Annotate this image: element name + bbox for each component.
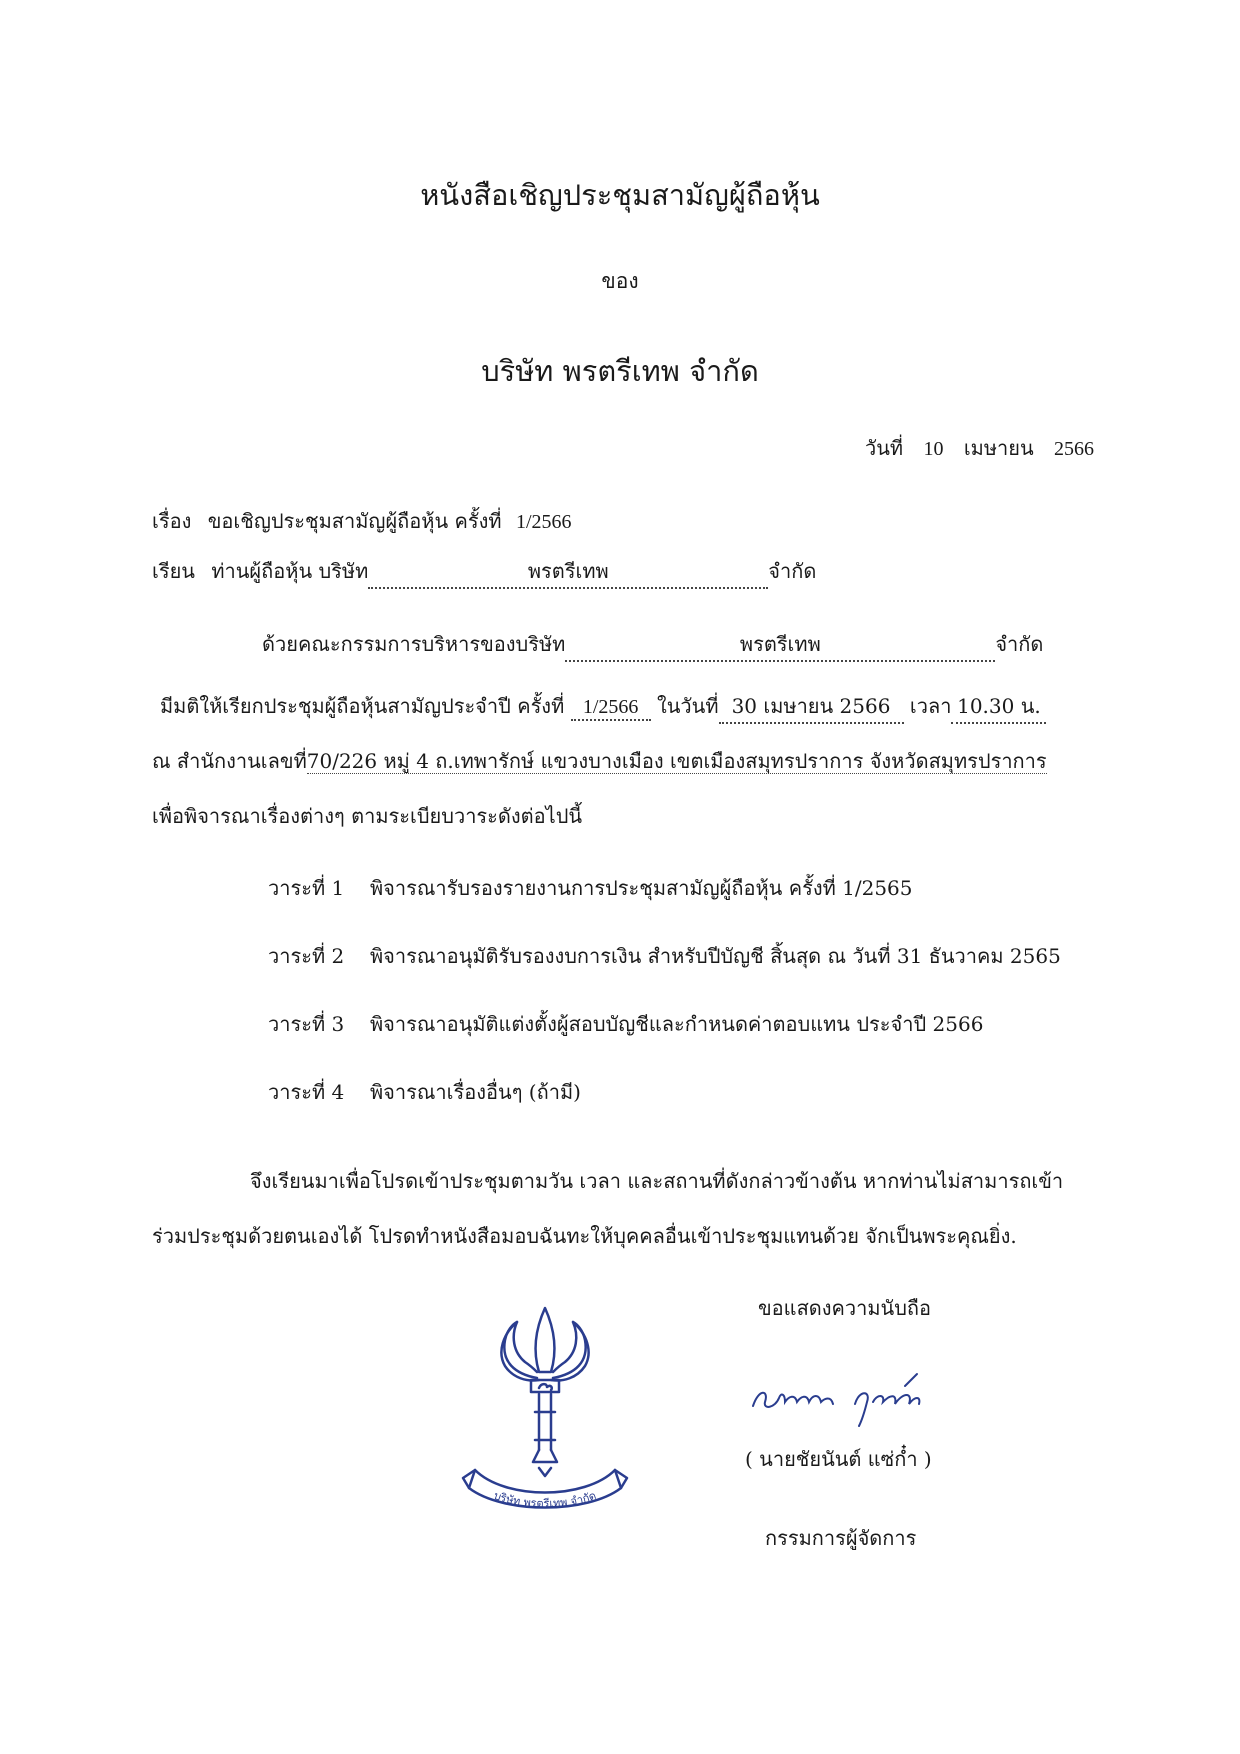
addressee-label: เรียน bbox=[152, 559, 195, 583]
agenda-item bbox=[268, 1008, 983, 1040]
date-line bbox=[865, 432, 1094, 464]
agenda-item-label: วาระที่ 3 bbox=[268, 1012, 345, 1036]
meeting-address: 70/226 หมู่ 4 ถ.เทพารักษ์ แขวงบางเมือง เขตเมืองสมุทรปราการ จังหวัดสมุทรปราการ bbox=[306, 749, 1047, 773]
signatory-name: ( นายชัยนันต์ แซ่ก๋ำ ) bbox=[745, 1447, 932, 1471]
addressee-company: พรตรีเทพ bbox=[368, 555, 768, 589]
body-line-1-suffix: จำกัด bbox=[995, 632, 1044, 656]
signatory-position: กรรมการผู้จัดการ bbox=[765, 1526, 917, 1550]
subject-line bbox=[152, 505, 572, 537]
date-month: เมษายน bbox=[963, 436, 1034, 460]
trident-logo-icon bbox=[455, 1300, 635, 1520]
regards-text: ขอแสดงความนับถือ bbox=[758, 1296, 932, 1320]
addressee-suffix: จำกัด bbox=[768, 559, 817, 583]
agenda-item-text: พิจารณารับรองรายงานการประชุมสามัญผู้ถือหุ้น ครั้งที่ 1/2565 bbox=[370, 876, 913, 900]
body-line-1-prefix: ด้วยคณะกรรมการบริหารของบริษัท bbox=[262, 632, 566, 656]
meeting-date: 30 เมษายน 2566 bbox=[719, 690, 904, 724]
meeting-time: 10.30 น. bbox=[951, 690, 1046, 724]
company-heading: บริษัท พรตรีเทพ จำกัด bbox=[481, 354, 759, 388]
handwritten-signature bbox=[745, 1368, 955, 1428]
body-company: พรตรีเทพ bbox=[565, 628, 995, 662]
body-line-4: เพื่อพิจารณาเรื่องต่างๆ ตามระเบียบวาระดังต่อไปนี้ bbox=[152, 804, 583, 828]
agenda-item-label: วาระที่ 4 bbox=[268, 1080, 345, 1104]
agenda-item bbox=[268, 1076, 581, 1108]
agenda-item-text: พิจารณาเรื่องอื่นๆ (ถ้ามี) bbox=[370, 1080, 581, 1104]
on-date-label: ในวันที่ bbox=[656, 694, 719, 718]
address-prefix: ณ สำนักงานเลขที่ bbox=[152, 749, 307, 773]
subject-label: เรื่อง bbox=[152, 509, 192, 533]
document-title: หนังสือเชิญประชุมสามัญผู้ถือหุ้น bbox=[420, 178, 820, 212]
agenda-item bbox=[268, 940, 1061, 972]
agenda-item bbox=[268, 872, 913, 904]
seal-text: บริษัท พรตรีเทพ จำกัด bbox=[492, 1488, 598, 1511]
date-year: 2566 bbox=[1054, 438, 1094, 460]
addressee-prefix: ท่านผู้ถือหุ้น บริษัท bbox=[211, 559, 369, 583]
time-label: เวลา bbox=[909, 694, 952, 718]
body-line-2-prefix: มีมติให้เรียกประชุมผู้ถือหุ้นสามัญประจำปี ครั้งที่ bbox=[160, 694, 565, 718]
subject-number: 1/2566 bbox=[515, 511, 572, 533]
title-of: ของ bbox=[601, 269, 639, 293]
body-line-1 bbox=[262, 628, 1043, 662]
closing-line-2: ร่วมประชุมด้วยตนเองได้ โปรดทำหนังสือมอบฉันทะให้บุคคลอื่นเข้าประชุมแทนด้วย จักเป็นพระคุณยิ่ง. bbox=[152, 1224, 1017, 1248]
addressee-line bbox=[152, 555, 816, 589]
closing-line-1: จึงเรียนมาเพื่อโปรดเข้าประชุมตามวัน เวลา และสถานที่ดังกล่าวข้างต้น หากท่านไม่สามารถเข้า bbox=[250, 1169, 1064, 1193]
agenda-item-label: วาระที่ 2 bbox=[268, 944, 345, 968]
body-line-3 bbox=[152, 745, 1047, 777]
meeting-number: 1/2566 bbox=[571, 696, 651, 721]
subject-text: ขอเชิญประชุมสามัญผู้ถือหุ้น ครั้งที่ bbox=[207, 509, 502, 533]
agenda-item-text: พิจารณาอนุมัติแต่งตั้งผู้สอบบัญชีและกำหนดค่าตอบแทน ประจำปี 2566 bbox=[370, 1012, 984, 1036]
date-label: วันที่ bbox=[865, 436, 904, 460]
agenda-item-text: พิจารณาอนุมัติรับรองงบการเงิน สำหรับปีบัญชี สิ้นสุด ณ วันที่ 31 ธันวาคม 2565 bbox=[370, 944, 1061, 968]
agenda-item-label: วาระที่ 1 bbox=[268, 876, 345, 900]
company-seal bbox=[455, 1300, 635, 1520]
body-line-2 bbox=[160, 690, 1046, 724]
date-day: 10 bbox=[923, 438, 944, 460]
